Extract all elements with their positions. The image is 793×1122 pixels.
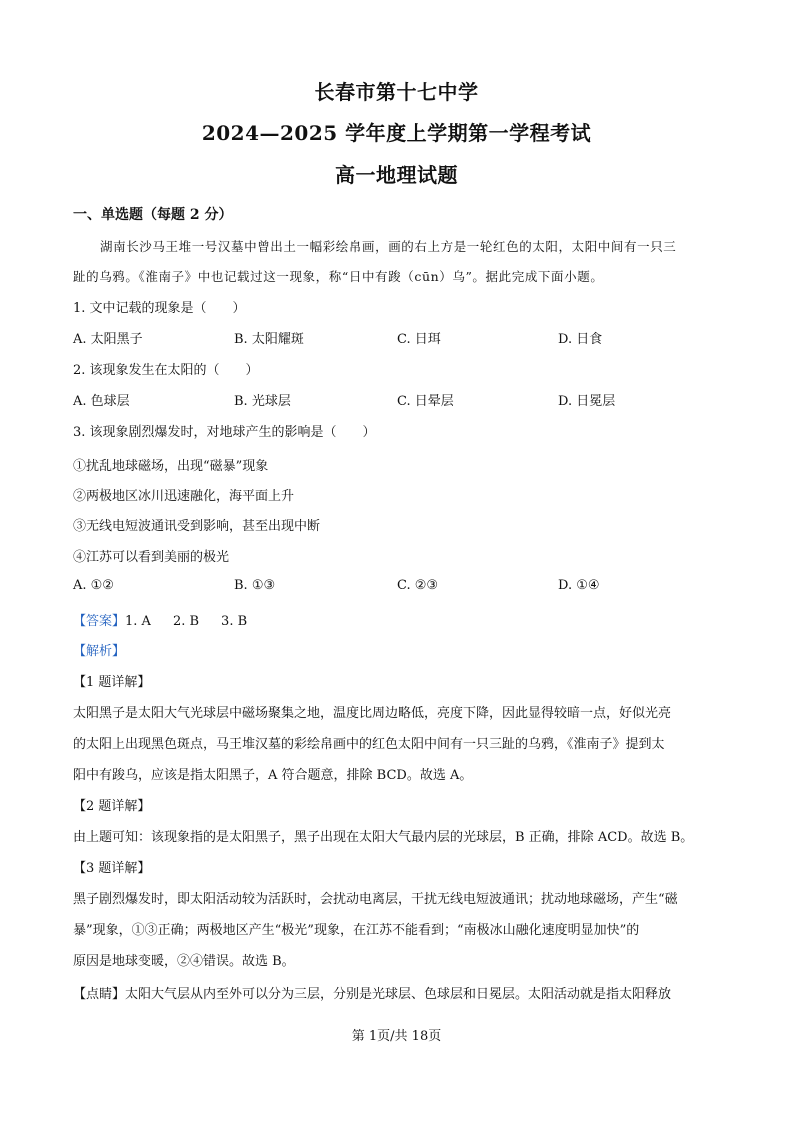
detail-1-line-1: 太阳黑子是太阳大气光球层中磁场聚集之地，温度比周边略低，亮度下降，因此显得较暗一点，好似光亮	[73, 706, 672, 721]
q3-statement-4: ④江苏可以看到美丽的极光	[73, 550, 230, 565]
school-title: 长春市第十七中学	[314, 80, 479, 104]
passage-line-1: 湖南长沙马王堆一号汉墓中曾出土一幅彩绘帛画，画的右上方是一轮红色的太阳，太阳中间有一只三	[100, 239, 677, 254]
question-2-stem: 2. 该现象发生在太阳的（ ）	[73, 363, 259, 378]
q3-option-c: C. ②③	[397, 578, 439, 593]
answer-3: 3. B	[221, 614, 248, 629]
q2-option-b: B. 光球层	[234, 394, 291, 409]
detail-2-line-1: 由上题可知：该现象指的是太阳黑子，黑子出现在太阳大气最内层的光球层，B 正确，排除 ACD。故选 B。	[73, 830, 694, 845]
q3-option-d: D. ①④	[558, 578, 600, 593]
dianjing-row	[73, 983, 671, 1002]
answer-1: 1. A	[125, 614, 151, 629]
q1-option-d: D. 日食	[558, 332, 603, 347]
section-heading: 一、单选题（每题 2 分）	[73, 207, 233, 223]
answer-2: 2. B	[172, 614, 200, 629]
q3-statement-1: ①扰乱地球磁场，出现“磁暴”现象	[73, 459, 269, 474]
detail-1-line-2: 的太阳上出现黑色斑点，马王堆汉墓的彩绘帛画中的红色太阳中间有一只三趾的乌鸦，《淮南子》提到太	[73, 737, 665, 752]
subject-title: 高一地理试题	[335, 163, 458, 187]
q2-option-a: A. 色球层	[73, 394, 130, 409]
page-footer: 第 1页/共 18页	[351, 1029, 442, 1044]
detail-2-heading: 【2 题详解】	[73, 799, 151, 814]
q3-statement-3: ③无线电短波通讯受到影响，甚至出现中断	[73, 519, 321, 534]
q2-option-c: C. 日晕层	[397, 394, 454, 409]
passage-line-2: 趾的乌鸦。《淮南子》中也记载过这一现象，称“日中有踆（cūn）乌”。据此完成下面小题。	[73, 269, 604, 284]
q3-statement-2: ②两极地区冰川迅速融化，海平面上升	[73, 489, 295, 504]
q3-option-b: B. ①③	[234, 578, 276, 593]
question-1-stem: 1. 文中记载的现象是（ ）	[73, 301, 246, 316]
q1-option-a: A. 太阳黑子	[73, 332, 143, 347]
q2-option-d: D. 日冕层	[558, 394, 616, 409]
answer-row	[73, 610, 247, 629]
detail-1-heading: 【1 题详解】	[73, 675, 151, 690]
analysis-tag: 【解析】	[73, 644, 126, 659]
answer-tag: 【答案】	[73, 614, 126, 629]
q3-option-a: A. ①②	[73, 578, 114, 593]
detail-3-line-2: 暴”现象，①③正确；两极地区产生“极光”现象，在江苏不能看到；“南极冰山融化速度明显加快”的	[73, 923, 640, 938]
dianjing-tag: 【点睛】	[73, 987, 126, 1002]
detail-1-line-3: 阳中有踆乌，应该是指太阳黑子，A 符合题意，排除 BCD。故选 A。	[73, 768, 473, 783]
q1-option-c: C. 日珥	[397, 332, 441, 347]
question-3-stem: 3. 该现象剧烈爆发时，对地球产生的影响是（ ）	[73, 425, 376, 440]
detail-3-line-3: 原因是地球变暖，②④错误。故选 B。	[73, 954, 295, 969]
dianjing-text: 太阳大气层从内至外可以分为三层，分别是光球层、色球层和日冕层。太阳活动就是指太阳释放	[125, 987, 672, 1002]
detail-3-line-1: 黑子剧烈爆发时，即太阳活动较为活跃时，会扰动电离层，干扰无线电短波通讯；扰动地球磁场，产生“磁	[73, 892, 678, 907]
exam-title: 2024—2025 学年度上学期第一学程考试	[201, 121, 592, 145]
q1-option-b: B. 太阳耀斑	[234, 332, 304, 347]
detail-3-heading: 【3 题详解】	[73, 861, 151, 876]
